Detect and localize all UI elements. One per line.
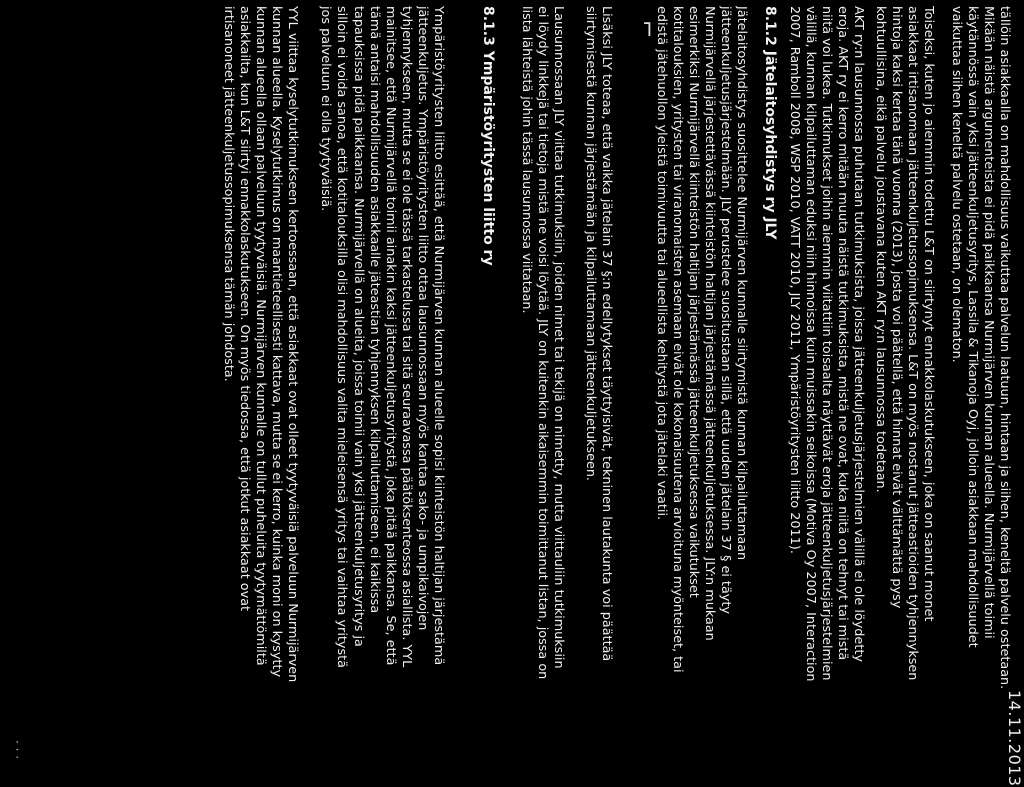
paragraph-line: ei löydy linkkejä tai tietoja mistä ne voisi löytää. JLY on kuitenkin aikaisemmin toimittanut listan, jossa on xyxy=(534,6,550,680)
paragraph-line: kunnan alueella ollaan palveluun tyytyväisiä. Nurmijärven kunnalle on tullut puheluita tyytymättömiltä xyxy=(252,6,268,666)
paragraph-line: asiakkaat irtisanomaan jätteenkuljetussopimuksensa. L&T on myös nostanut jätteastioiden tyhjennyksen xyxy=(904,6,920,681)
paragraph xyxy=(652,6,749,766)
section-heading: 8.1.2 Jätelaitosyhdistys ry JLY xyxy=(762,6,778,240)
paragraph-line: vaikuttaa siihen keneltä palvelu ostetaan, on olematon. xyxy=(948,6,964,363)
paragraph xyxy=(518,6,566,766)
paragraph-line: jätteenkuljetusjärjestelmään. JLY perustelee suositustaan sillä, että uuden jätelain 37 § ei täyty xyxy=(717,6,733,614)
scan-specks: · · · xyxy=(10,740,24,760)
paragraph-line: siirtymisestä kunnan järjestämään ja kilpailuttamaan jätteenkuljetukseen. xyxy=(582,6,598,482)
paragraph-line: Mikään näistä argumenteista ei pidä paikkaansa Nurmijärven kunnan alueella. Nurmijärvellä toimii xyxy=(980,6,996,639)
paragraph xyxy=(872,6,936,766)
paragraph-line: Ympäristöyritysten liitto esittää, että Nurmijärven kunnan alueelle sopisi kiinteistön haltijan järjestämä xyxy=(431,6,446,666)
paragraph-line: 2007, Ramboll 2008, WSP 2010, VATT 2010, JLY 2011, Ympäristöyritysten liitto 2011). xyxy=(786,6,802,554)
paragraph-line: Nurmijärvellä järjestettävässä kiinteistön haltijan järjestämässä jätteenkuljetuksessa. JLY:n mukaan xyxy=(701,6,717,641)
paragraph xyxy=(786,6,866,766)
paragraph-line: kohtuullisina, eikä palvelu joustavana kuten AKT ry:n lausunnossa todetaan. xyxy=(872,6,888,493)
paragraph-line: asiakkailta, kun L&T siirtyi ennakkolaskutukseen. On myös tiedossa, että jotkut asiakkaat ovat xyxy=(236,6,252,612)
scan-bracket-mark: ⌐ xyxy=(635,20,660,39)
paragraph-line: eroja. AKT ry ei kerro mitään muuta näistä tutkimuksista, mistä ne ovat, kuka niitä on tehnyt tai mistä xyxy=(834,6,850,661)
paragraph-line: välillä, kunnan kilpailuttaman eduksi niin hinnoissa kuin muissakin seikoissa (Motiva Oy 2007, Interaction xyxy=(802,6,818,682)
paragraph-line: tyhjennykseen, mutta se ei ole tässä tarkastelussa tai sitä seuraavassa päätöksenteossa asiallista. YYL xyxy=(398,6,414,668)
paragraph-line: edistä jätehuollon yleistä toimivuutta tai alueellista kehitystä jota jätelaki vaatii. xyxy=(653,6,669,521)
paragraph-line: tämä antaisi mahdollisuuden asiakkaalle jäteastian tyhjennyksen kilpailuttamiseen, ei kaikissa xyxy=(366,6,382,614)
paragraph-line: käytännössä vain yksi jätteenkuljetusyritys, Lassila & Tikanoja Oyj, jolloin asiakkaan mahdollisuudet xyxy=(964,6,980,648)
paragraph-line: mainitsee, että Nurmijärvellä toimii ainakin kaksi jätteenkuljetusyritystä, joka pitää paikkansa. Se, että xyxy=(382,6,398,666)
paragraph-line: kunnan alueella. Kyselytutkimus on maantieteellisesti kattava, mutta se ei kerro, kuinka moni on kysytty xyxy=(268,6,284,678)
paragraph xyxy=(317,6,446,766)
paragraph-line: kotitalouksien, yritysten tai viranomaisten asemaan eivät ole kokonaisuutena arvioituna myönteiset, tai xyxy=(669,6,685,673)
paragraph xyxy=(220,6,300,766)
paragraph-line: jätteenkuljetus. Ympäristöyritysten liitto ottaa lausunnossaan myös kantaa sako- ja umpikaivojen xyxy=(414,6,430,631)
paragraph-line: Lausunnossaan JLY viittaa tutkimuksiin, joiden nimet tai tekijä on nimetty, mutta viittauliin tutkimuksiin xyxy=(551,6,566,669)
paragraph-line: hintoja kaksi kertaa tänä vuonna (2013), josta voi päätellä, että hinnat eivät välttämättä pysy xyxy=(888,6,904,609)
paragraph-line: irtisanoneet jätteenkuljetussopimuksensa tämän johdosta. xyxy=(220,6,236,382)
paragraph xyxy=(582,6,614,766)
paragraph-line: Jätelaitosyhdistys suosittelee Nurmijärven kunnalle siirtymistä kunnan kilpailuttamaan xyxy=(734,6,749,561)
paragraph-line: silloin ei voida sanoa, että kotitalouksilla olisi mahdollisuus valita mieleisensä yritys tai vaihtaa yritystä xyxy=(334,6,350,668)
document-date: 14.11.2013 xyxy=(1005,690,1024,787)
paragraph xyxy=(948,6,1012,766)
paragraph-line: jos palveluun ei olla tyytyväisiä. xyxy=(318,6,334,212)
paragraph-line: Lisäksi JLY toteaa, että vaikka jätelain 37 §:n edellytykset täyttyisivät, tekninen lautakunta voi päättää xyxy=(599,6,614,662)
paragraph-line: lista lähteistä johin tässä lausunnossa viitataan. xyxy=(518,6,534,314)
paragraph-line: esimerkiksi Nurmijärvellä kiinteistön haltijan järjestämässä jätteenkuljetuksessa vaikutukset xyxy=(685,6,701,598)
section-heading: 8.1.3 Ympäristöyritysten liitto ry xyxy=(480,6,496,266)
paragraph-line: Toiseksi, kuten jo aiemmin todettu L&T on siirtynyt ennakkolaskutukseen, joka on saanut monet xyxy=(921,6,936,622)
paragraph-line: tällöin asiakkaalla on mahdollisuus vaikuttaa palvelun laatuun, hintaan ja siihen, keneltä palvelu ostetaan. xyxy=(997,6,1012,690)
paragraph-line: tapauksissa pidä paikkaansa. Nurmijärvellä on alueita, joissa toimii vain yksi jätteenkuljetusyritys ja xyxy=(350,6,366,647)
paragraph-line: niitä voi lukea. Tutkimukset joihin aiemmin viitattiin toisaalta näyttävät eroja jätteenkuljetusjärjestelmien xyxy=(818,6,834,681)
paragraph-line: AKT ry:n lausunnossa puhutaan tutkimuksista, joissa jätteenkuljetusjärjestelmien välillä ei ole löydetty xyxy=(851,6,866,662)
paragraph-line: YYL viittaa kyselytutkimukseen kertoessaan, että asiakkaat ovat olleet tyytyväisiä palveluun Nurmijärven xyxy=(285,6,300,683)
